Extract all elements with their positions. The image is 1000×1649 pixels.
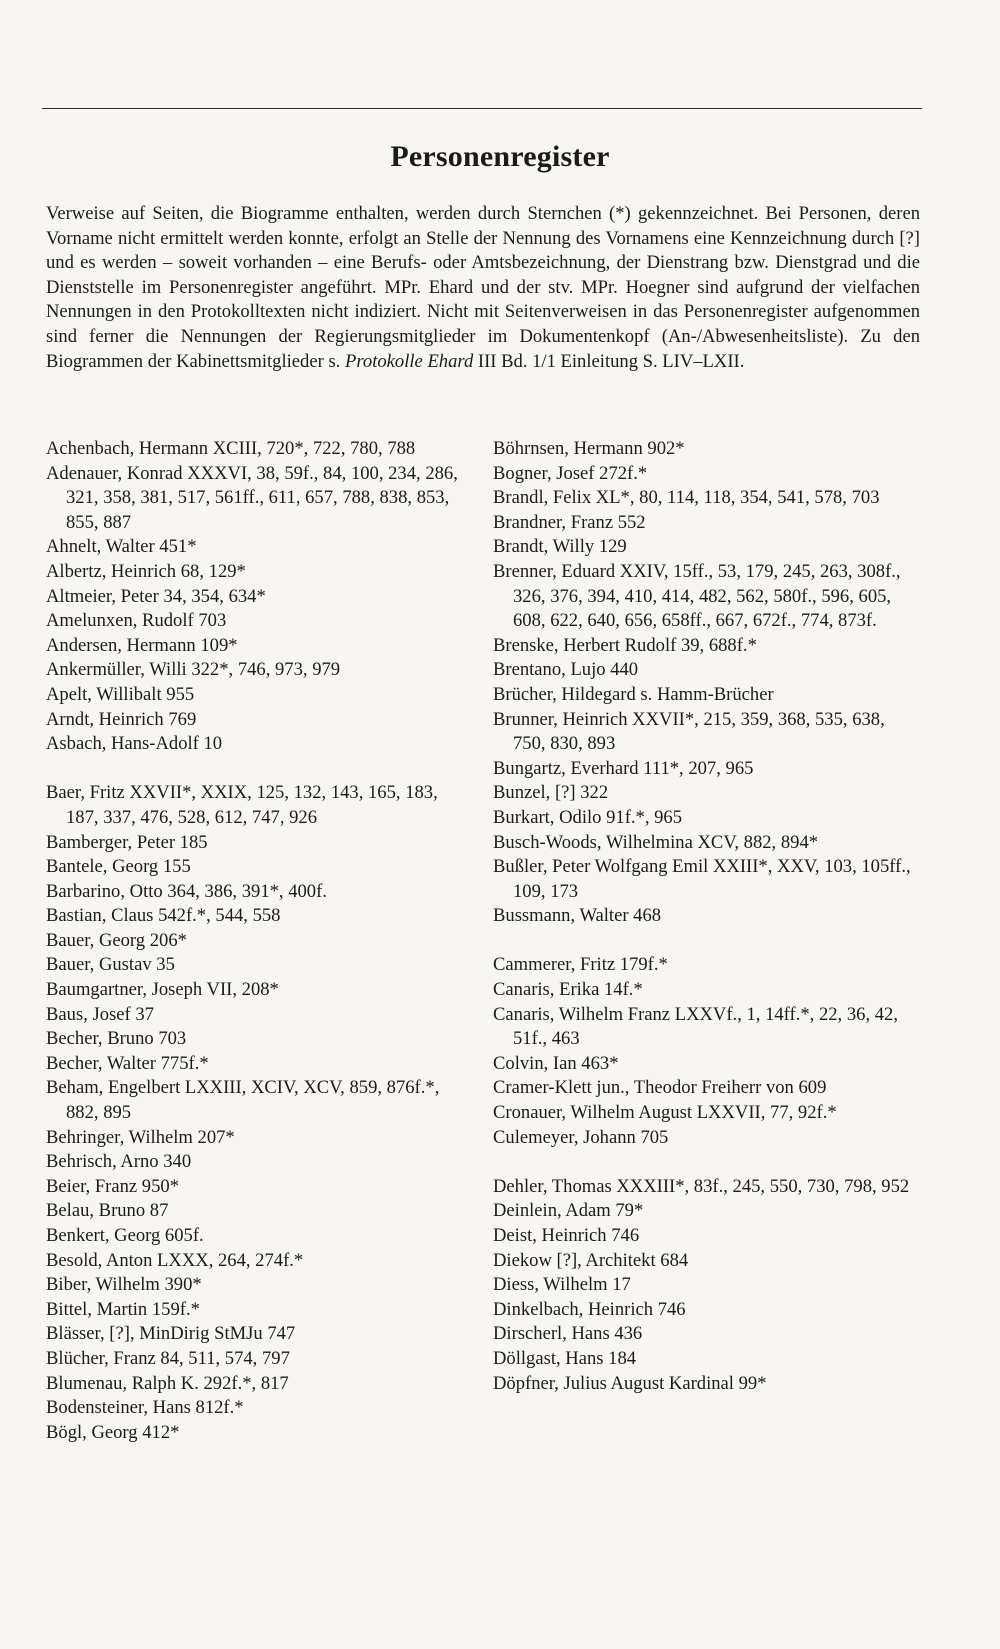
register-entry: Cramer-Klett jun., Theodor Freiherr von 609 xyxy=(493,1077,827,1099)
register-entry: Bogner, Josef 272f.* xyxy=(493,462,648,484)
register-entry: Bögl, Georg 412* xyxy=(46,1421,180,1443)
register-entry: Amelunxen, Rudolf 703 xyxy=(46,610,227,632)
register-entry: Bunzel, [?] 322 xyxy=(493,782,609,804)
register-entry: Andersen, Hermann 109* xyxy=(46,634,238,656)
intro-text: Verweise auf Seiten, die Biogramme enthalten, werden durch Sternchen (*) gekennzeichnet. Bei Personen, deren Vorname nicht ermittelt werden konnte, erfolgt an Stelle der Nennung des Vornamens eine Kennzeichnung durch [?] und es werden – soweit vorhanden – eine Berufs- oder Amtsbezeichnung, der Dienstrang bzw. Dienstgrad und die Dienststelle im Personenregister angeführt. MPr. Ehard und der stv. MPr. Hoegner sind aufgrund der vielfachen Nennungen in den Protokolltexten nicht indiziert. Nicht mit Seitenverweisen in das Personenregister aufgenommen sind ferner die Nennungen der Regierungsmitglieder im Dokumentenkopf (An-/Abwesenheitsliste). Zu den Biogrammen der Kabinettsmitglieder s. xyxy=(46,203,920,372)
register-entry: Diekow [?], Architekt 684 xyxy=(493,1249,689,1271)
register-entry: Bungartz, Everhard 111*, 207, 965 xyxy=(493,757,754,779)
register-entry: Bauer, Gustav 35 xyxy=(46,954,175,976)
register-entry: Benkert, Georg 605f. xyxy=(46,1225,204,1246)
register-entry: Baer, Fritz XXVII*, XXIX, 125, 132, 143, 165, 183, 187, 337, 476, 528, 612, 747, 926 xyxy=(46,782,438,828)
register-entry: Blumenau, Ralph K. 292f.*, 817 xyxy=(46,1372,289,1394)
register-entry: Behrisch, Arno 340 xyxy=(46,1151,192,1173)
page-title: Personenregister xyxy=(390,140,610,173)
register-column-right xyxy=(493,437,918,1396)
letter-group-gap xyxy=(46,757,466,782)
intro-italic-reference: Protokolle Ehard xyxy=(345,350,474,372)
register-entry: Ahnelt, Walter 451* xyxy=(46,536,197,558)
register-entry: Canaris, Wilhelm Franz LXXVf., 1, 14ff.*, 22, 36, 42, 51f., 463 xyxy=(493,1003,898,1050)
register-entry: Culemeyer, Johann 705 xyxy=(493,1126,669,1148)
register-entry: Döllgast, Hans 184 xyxy=(493,1347,637,1369)
register-entry: Busch-Woods, Wilhelmina XCV, 882, 894* xyxy=(493,831,819,853)
letter-group-gap xyxy=(493,1150,918,1175)
register-entry: Baus, Josef 37 xyxy=(46,1003,154,1025)
register-entry: Bittel, Martin 159f.* xyxy=(46,1298,200,1320)
register-entry: Becher, Walter 775f.* xyxy=(46,1052,209,1074)
register-column-left xyxy=(46,437,466,1445)
register-entry: Cronauer, Wilhelm August LXXVII, 77, 92f.* xyxy=(493,1102,837,1124)
header-rule xyxy=(42,108,922,109)
register-entry: Brunner, Heinrich XXVII*, 215, 359, 368, 535, 638, 750, 830, 893 xyxy=(493,708,885,755)
register-entry: Bauer, Georg 206* xyxy=(46,929,187,951)
register-entry: Bastian, Claus 542f.*, 544, 558 xyxy=(46,905,281,927)
register-entry: Ankermüller, Willi 322*, 746, 973, 979 xyxy=(46,659,341,681)
register-entry: Dehler, Thomas XXXIII*, 83f., 245, 550, 730, 798, 952 xyxy=(493,1175,910,1197)
register-entry: Apelt, Willibalt 955 xyxy=(46,683,195,705)
register-entry: Baumgartner, Joseph VII, 208* xyxy=(46,979,279,1001)
register-entry: Canaris, Erika 14f.* xyxy=(493,979,643,1001)
register-entry: Bantele, Georg 155 xyxy=(46,856,191,878)
register-entry: Barbarino, Otto 364, 386, 391*, 400f. xyxy=(46,880,327,902)
register-entry: Besold, Anton LXXX, 264, 274f.* xyxy=(46,1249,304,1271)
register-entry: Beham, Engelbert LXXIII, XCIV, XCV, 859, 876f.*, 882, 895 xyxy=(46,1077,440,1124)
register-entry: Bodensteiner, Hans 812f.* xyxy=(46,1397,244,1419)
register-entry: Brücher, Hildegard s. Hamm-Brücher xyxy=(493,683,774,705)
register-entry: Deist, Heinrich 746 xyxy=(493,1225,640,1246)
register-entry: Arndt, Heinrich 769 xyxy=(46,708,197,730)
register-entry: Blücher, Franz 84, 511, 574, 797 xyxy=(46,1347,290,1369)
register-entry: Biber, Wilhelm 390* xyxy=(46,1274,202,1296)
register-entry: Behringer, Wilhelm 207* xyxy=(46,1126,235,1148)
register-entry: Brandl, Felix XL*, 80, 114, 118, 354, 541, 578, 703 xyxy=(493,487,880,509)
register-entry: Blässer, [?], MinDirig StMJu 747 xyxy=(46,1323,296,1345)
register-entry: Brandt, Willy 129 xyxy=(493,536,627,558)
register-entry: Döpfner, Julius August Kardinal 99* xyxy=(493,1372,767,1394)
register-entry: Dinkelbach, Heinrich 746 xyxy=(493,1298,686,1320)
register-entry: Brenske, Herbert Rudolf 39, 688f.* xyxy=(493,634,757,656)
register-entry: Bussmann, Walter 468 xyxy=(493,905,662,927)
register-entry: Achenbach, Hermann XCIII, 720*, 722, 780, 788 xyxy=(46,438,416,459)
intro-paragraph xyxy=(46,202,920,374)
register-entry: Asbach, Hans-Adolf 10 xyxy=(46,733,223,755)
register-entry: Diess, Wilhelm 17 xyxy=(493,1274,631,1296)
register-entry: Colvin, Ian 463* xyxy=(493,1052,619,1074)
register-entry: Bußler, Peter Wolfgang Emil XXIII*, XXV, 103, 105ff., 109, 173 xyxy=(493,856,911,902)
register-entry: Deinlein, Adam 79* xyxy=(493,1200,644,1222)
register-entry: Cammerer, Fritz 179f.* xyxy=(493,954,668,976)
register-entry: Adenauer, Konrad XXXVI, 38, 59f., 84, 100, 234, 286, 321, 358, 381, 517, 561ff., 611, 657, 788, 838, 853, 855, 887 xyxy=(46,462,458,533)
register-entry: Belau, Bruno 87 xyxy=(46,1200,169,1222)
register-entry: Albertz, Heinrich 68, 129* xyxy=(46,560,246,582)
register-entry: Dirscherl, Hans 436 xyxy=(493,1323,643,1345)
intro-text-end: III Bd. 1/1 Einleitung S. LIV–LXII. xyxy=(477,350,745,372)
letter-group-gap xyxy=(493,929,918,954)
register-entry: Beier, Franz 950* xyxy=(46,1175,179,1197)
register-entry: Brenner, Eduard XXIV, 15ff., 53, 179, 245, 263, 308f., 326, 376, 394, 410, 414, 482, 562, 580f., 596, 605, 608, 622, 640, 656, 658ff., 667, 672f., 774, 873f. xyxy=(493,560,901,632)
register-entry: Brandner, Franz 552 xyxy=(493,511,646,533)
register-entry: Brentano, Lujo 440 xyxy=(493,659,639,681)
register-entry: Altmeier, Peter 34, 354, 634* xyxy=(46,585,266,607)
register-entry: Böhrnsen, Hermann 902* xyxy=(493,438,685,459)
register-entry: Bamberger, Peter 185 xyxy=(46,831,208,853)
register-entry: Burkart, Odilo 91f.*, 965 xyxy=(493,806,683,828)
register-entry: Becher, Bruno 703 xyxy=(46,1028,187,1050)
